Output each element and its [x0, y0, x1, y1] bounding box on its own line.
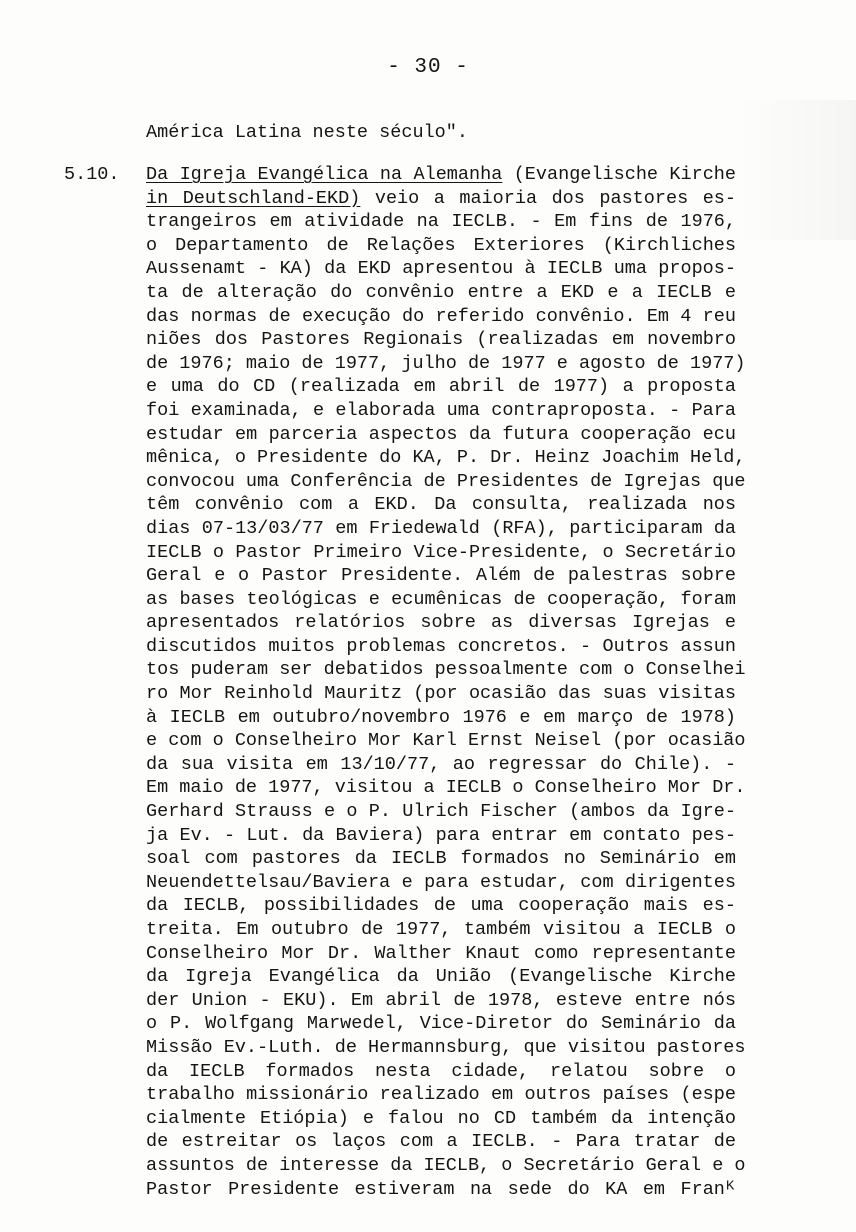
- body-line: Missão Ev.-Luth. de Hermannsburg, que visitou pastores: [146, 1036, 746, 1058]
- body-line: IECLB o Pastor Primeiro Vice-Presidente, o Secretário: [146, 541, 736, 563]
- body-line: treita. Em outubro de 1977, também visitou a IECLB o: [146, 919, 736, 940]
- body-line: ja Ev. - Lut. da Baviera) para entrar em contato pes-: [146, 824, 736, 846]
- body-line: Gerhard Strauss e o P. Ulrich Fischer (ambos da Igre-: [146, 801, 736, 823]
- body-line: o P. Wolfgang Marwedel, Vice-Diretor do Seminário da: [146, 1013, 736, 1035]
- body-line: da sua visita em 13/10/77, ao regressar do Chile). -: [146, 753, 736, 775]
- body-line: convocou uma Conferência de Presidentes de Igrejas que: [146, 470, 746, 492]
- body-line: Pastor Presidente estiveram na sede do KA em Franᴷ: [146, 1178, 736, 1200]
- section-second-line: [146, 187, 736, 211]
- body-line: der Union - EKU). Em abril de 1978, esteve entre nós: [146, 989, 736, 1011]
- body-line: dias 07-13/03/77 em Friedewald (RFA), participaram da: [146, 517, 736, 539]
- scan-shading: [736, 100, 856, 240]
- body-line: apresentados relatórios sobre as diversas Igrejas e: [146, 612, 736, 634]
- section-first-line-rest: (Evangelische Kirche: [502, 164, 736, 185]
- section-title-underlined: Da Igreja Evangélica na Alemanha: [146, 164, 503, 185]
- body-line: à IECLB em outubro/novembro 1976 e em março de 1978): [146, 706, 736, 728]
- body-line: das normas de execução do referido convênio. Em 4 reu: [146, 305, 736, 327]
- body-line: de 1976; maio de 1977, julho de 1977 e agosto de 1977): [146, 352, 746, 374]
- body-line: o Departamento de Relações Exteriores (Kirchliches: [146, 234, 736, 256]
- body-line: Geral e o Pastor Presidente. Além de palestras sobre: [146, 565, 736, 587]
- body-line: trabalho missionário realizado em outros países (espe: [146, 1084, 736, 1106]
- body-line: Em maio de 1977, visitou a IECLB o Conselheiro Mor Dr.: [146, 777, 746, 799]
- body-line: foi examinada, e elaborada uma contraproposta. - Para: [146, 399, 736, 421]
- body-line: mênica, o Presidente do KA, P. Dr. Heinz Joachim Held,: [146, 447, 746, 469]
- body-line: Conselheiro Mor Dr. Walther Knaut como representante: [146, 942, 736, 964]
- body-line: da IECLB, possibilidades de uma cooperação mais es-: [146, 895, 736, 917]
- section-first-line: [146, 163, 736, 187]
- body-lines: [146, 210, 746, 1201]
- body-line: ro Mor Reinhold Mauritz (por ocasião das suas visitas: [146, 683, 736, 705]
- body-line: ta de alteração do convênio entre a EKD e a IECLB e: [146, 281, 736, 303]
- body-line: tos puderam ser debatidos pessoalmente com o Conselhei: [146, 659, 746, 681]
- body-line: cialmente Etiópia) e falou no CD também da intenção: [146, 1107, 736, 1129]
- body-line: niões dos Pastores Regionais (realizadas em novembro: [146, 329, 736, 351]
- section-church-name-underlined: in Deutschland-EKD): [146, 187, 361, 209]
- section-body: [146, 163, 746, 1201]
- body-line: discutidos muitos problemas concretos. - Outros assun: [146, 635, 736, 657]
- body-line: Neuendettelsau/Baviera e para estudar, com dirigentes: [146, 871, 736, 893]
- body-line: assuntos de interesse da IECLB, o Secretário Geral e o: [146, 1154, 746, 1176]
- section-number: 5.10.: [64, 164, 120, 185]
- body-line: Aussenamt - KA) da EKD apresentou à IECLB uma propos-: [146, 258, 736, 280]
- body-line: e com o Conselheiro Mor Karl Ernst Neisel (por ocasião: [146, 730, 746, 752]
- body-line: da IECLB formados nesta cidade, relatou sobre o: [146, 1060, 736, 1082]
- body-line: da Igreja Evangélica da União (Evangelische Kirche: [146, 966, 736, 988]
- section-second-line-rest: veio a maioria dos pastores es-: [360, 187, 736, 209]
- body-line: as bases teológicas e ecumênicas de cooperação, foram: [146, 588, 736, 610]
- continued-quote-line: América Latina neste século".: [146, 122, 468, 143]
- body-line: trangeiros em atividade na IECLB. - Em fins de 1976,: [146, 211, 736, 233]
- body-line: de estreitar os laços com a IECLB. - Para tratar de: [146, 1131, 736, 1153]
- body-line: têm convênio com a EKD. Da consulta, realizada nos: [146, 494, 736, 516]
- page-number: - 30 -: [387, 56, 469, 79]
- body-line: soal com pastores da IECLB formados no Seminário em: [146, 848, 736, 870]
- body-line: e uma do CD (realizada em abril de 1977) a proposta: [146, 376, 736, 398]
- body-line: estudar em parceria aspectos da futura cooperação ecu: [146, 423, 736, 445]
